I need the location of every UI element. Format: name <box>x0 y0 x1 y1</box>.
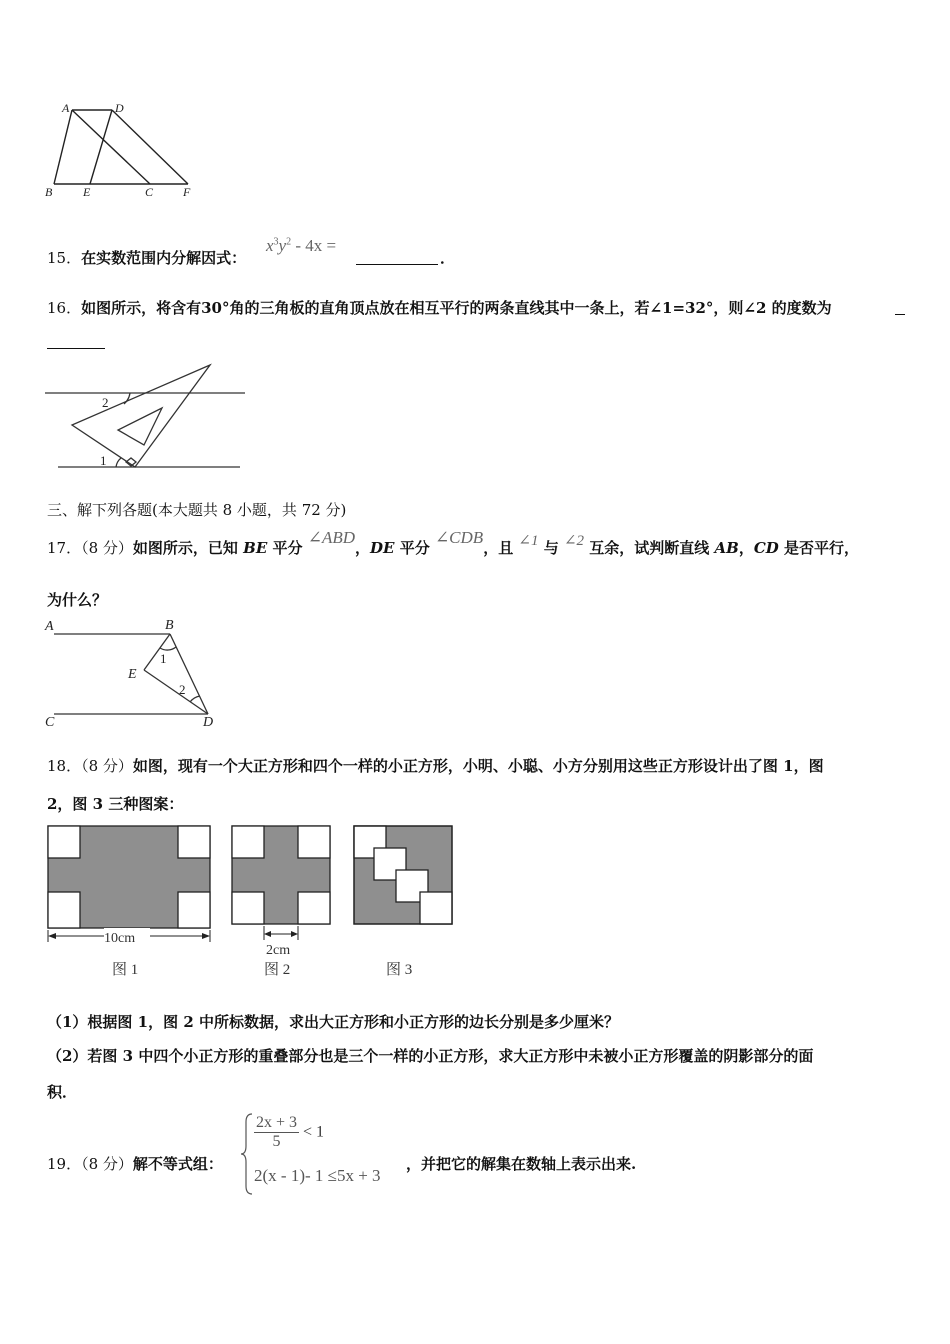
question-score: （8 分） <box>81 539 133 557</box>
segment-de: DE <box>370 539 395 557</box>
question-16 <box>47 298 832 318</box>
answer-blank-16a[interactable] <box>895 298 905 315</box>
expr-y: y <box>278 236 287 255</box>
question-number: 19． <box>47 1155 82 1173</box>
expr-sup: 3 <box>273 236 279 248</box>
q15-end: ． <box>440 249 456 267</box>
label-b: B <box>45 185 53 199</box>
question-18-sub2: （2）若图 3 中四个小正方形的重叠部分也是三个一样的小正方形，求大正方形中未被小正方形覆盖的阴影部分的面 <box>47 1047 814 1065</box>
angle-1-label: 1 <box>100 453 107 468</box>
inequality-1-rest: < 1 <box>303 1123 325 1141</box>
question-score: （8 分） <box>81 757 133 775</box>
label-b: B <box>165 618 174 633</box>
section-3-title: 三、解下列各题(本大题共 8 小题，共 72 分) <box>47 501 347 519</box>
fraction-numerator: 2x + 3 <box>256 1114 298 1131</box>
text: ， <box>355 539 371 557</box>
angle-2-label: 2 <box>179 682 186 697</box>
label-e: E <box>128 667 137 682</box>
label-d: D <box>115 101 124 115</box>
text: ，且 <box>483 539 519 557</box>
q15-expression <box>266 236 336 256</box>
angle-abd: ∠ABD <box>307 528 356 547</box>
caption-figure-2: 图 2 <box>264 962 291 978</box>
figure-3 <box>350 822 460 982</box>
question-text: 如图所示，将含有30°角的三角板的直角顶点放在相互平行的两条直线其中一条上，若∠1=32°，则∠2 的度数为 <box>81 299 832 317</box>
question-text: 如图，现有一个大正方形和四个一样的小正方形，小明、小聪、小方分别用这些正方形设计出了图 1，图 <box>132 757 824 775</box>
question-score: （8 分） <box>81 1155 133 1173</box>
label-a: A <box>62 101 70 115</box>
angle-1: ∠1 <box>518 533 539 549</box>
angle-1-label: 1 <box>160 651 167 666</box>
question-18 <box>47 756 824 776</box>
text: ， <box>738 539 754 557</box>
question-17-line2: 为什么？ <box>47 591 108 609</box>
segment-be: BE <box>243 539 268 557</box>
question-19-end: ，并把它的解集在数轴上表示出来. <box>406 1155 637 1173</box>
angle-2-label: 2 <box>102 395 109 410</box>
expr-rest: - 4x = <box>291 236 337 255</box>
question-text: 解不等式组： <box>132 1155 223 1173</box>
question-18-line2: 2，图 3 三种图案： <box>47 795 184 813</box>
question-text: 在实数范围内分解因式： <box>81 249 247 267</box>
dimension-10cm: 10cm <box>104 931 136 946</box>
answer-blank-15[interactable] <box>356 248 438 265</box>
question-17 <box>47 528 860 559</box>
expr-x: x <box>266 236 274 255</box>
label-e: E <box>83 185 91 199</box>
text: 是否平行， <box>778 539 860 557</box>
text: 平分 <box>267 539 308 557</box>
angle-2: ∠2 <box>563 533 585 549</box>
text: 与 <box>538 539 564 557</box>
question-15 <box>47 248 246 268</box>
label-c: C <box>45 715 55 730</box>
fraction-denominator: 5 <box>272 1133 281 1150</box>
text: 互余，试判断直线 <box>584 539 715 557</box>
caption-figure-3: 图 3 <box>386 962 413 978</box>
question-number: 18． <box>47 757 82 775</box>
caption-figure-1: 图 1 <box>112 962 139 978</box>
label-d: D <box>203 715 214 730</box>
label-f: F <box>183 185 191 199</box>
expr-sup: 2 <box>286 236 292 248</box>
label-c: C <box>145 185 154 199</box>
triangle-ruler-figure <box>40 360 250 475</box>
line-cd: CD <box>753 539 779 557</box>
question-number: 15． <box>47 249 82 267</box>
line-ab: AB <box>714 539 739 557</box>
label-a: A <box>45 619 54 634</box>
inequality-brace <box>240 1112 254 1196</box>
question-number: 16． <box>47 299 82 317</box>
text: 如图所示，已知 <box>132 539 244 557</box>
question-19 <box>47 1154 223 1174</box>
text: 平分 <box>394 539 435 557</box>
inequality-1 <box>254 1114 324 1151</box>
answer-blank-16b[interactable] <box>47 348 105 349</box>
question-18-sub1: （1）根据图 1，图 2 中所标数据，求出大正方形和小正方形的边长分别是多少厘米？ <box>47 1013 619 1031</box>
angle-cdb: ∠CDB <box>434 528 484 547</box>
trapezoid-figure <box>40 100 210 200</box>
inequality-2: 2(x - 1)- 1 ≤5x + 3 <box>254 1166 381 1185</box>
figure-1 <box>44 822 214 982</box>
question-18-sub2-line2: 积． <box>47 1083 78 1101</box>
parallel-lines-figure <box>40 612 230 730</box>
figure-2 <box>228 822 336 982</box>
dimension-2cm: 2cm <box>266 943 291 958</box>
question-number: 17． <box>47 539 82 557</box>
